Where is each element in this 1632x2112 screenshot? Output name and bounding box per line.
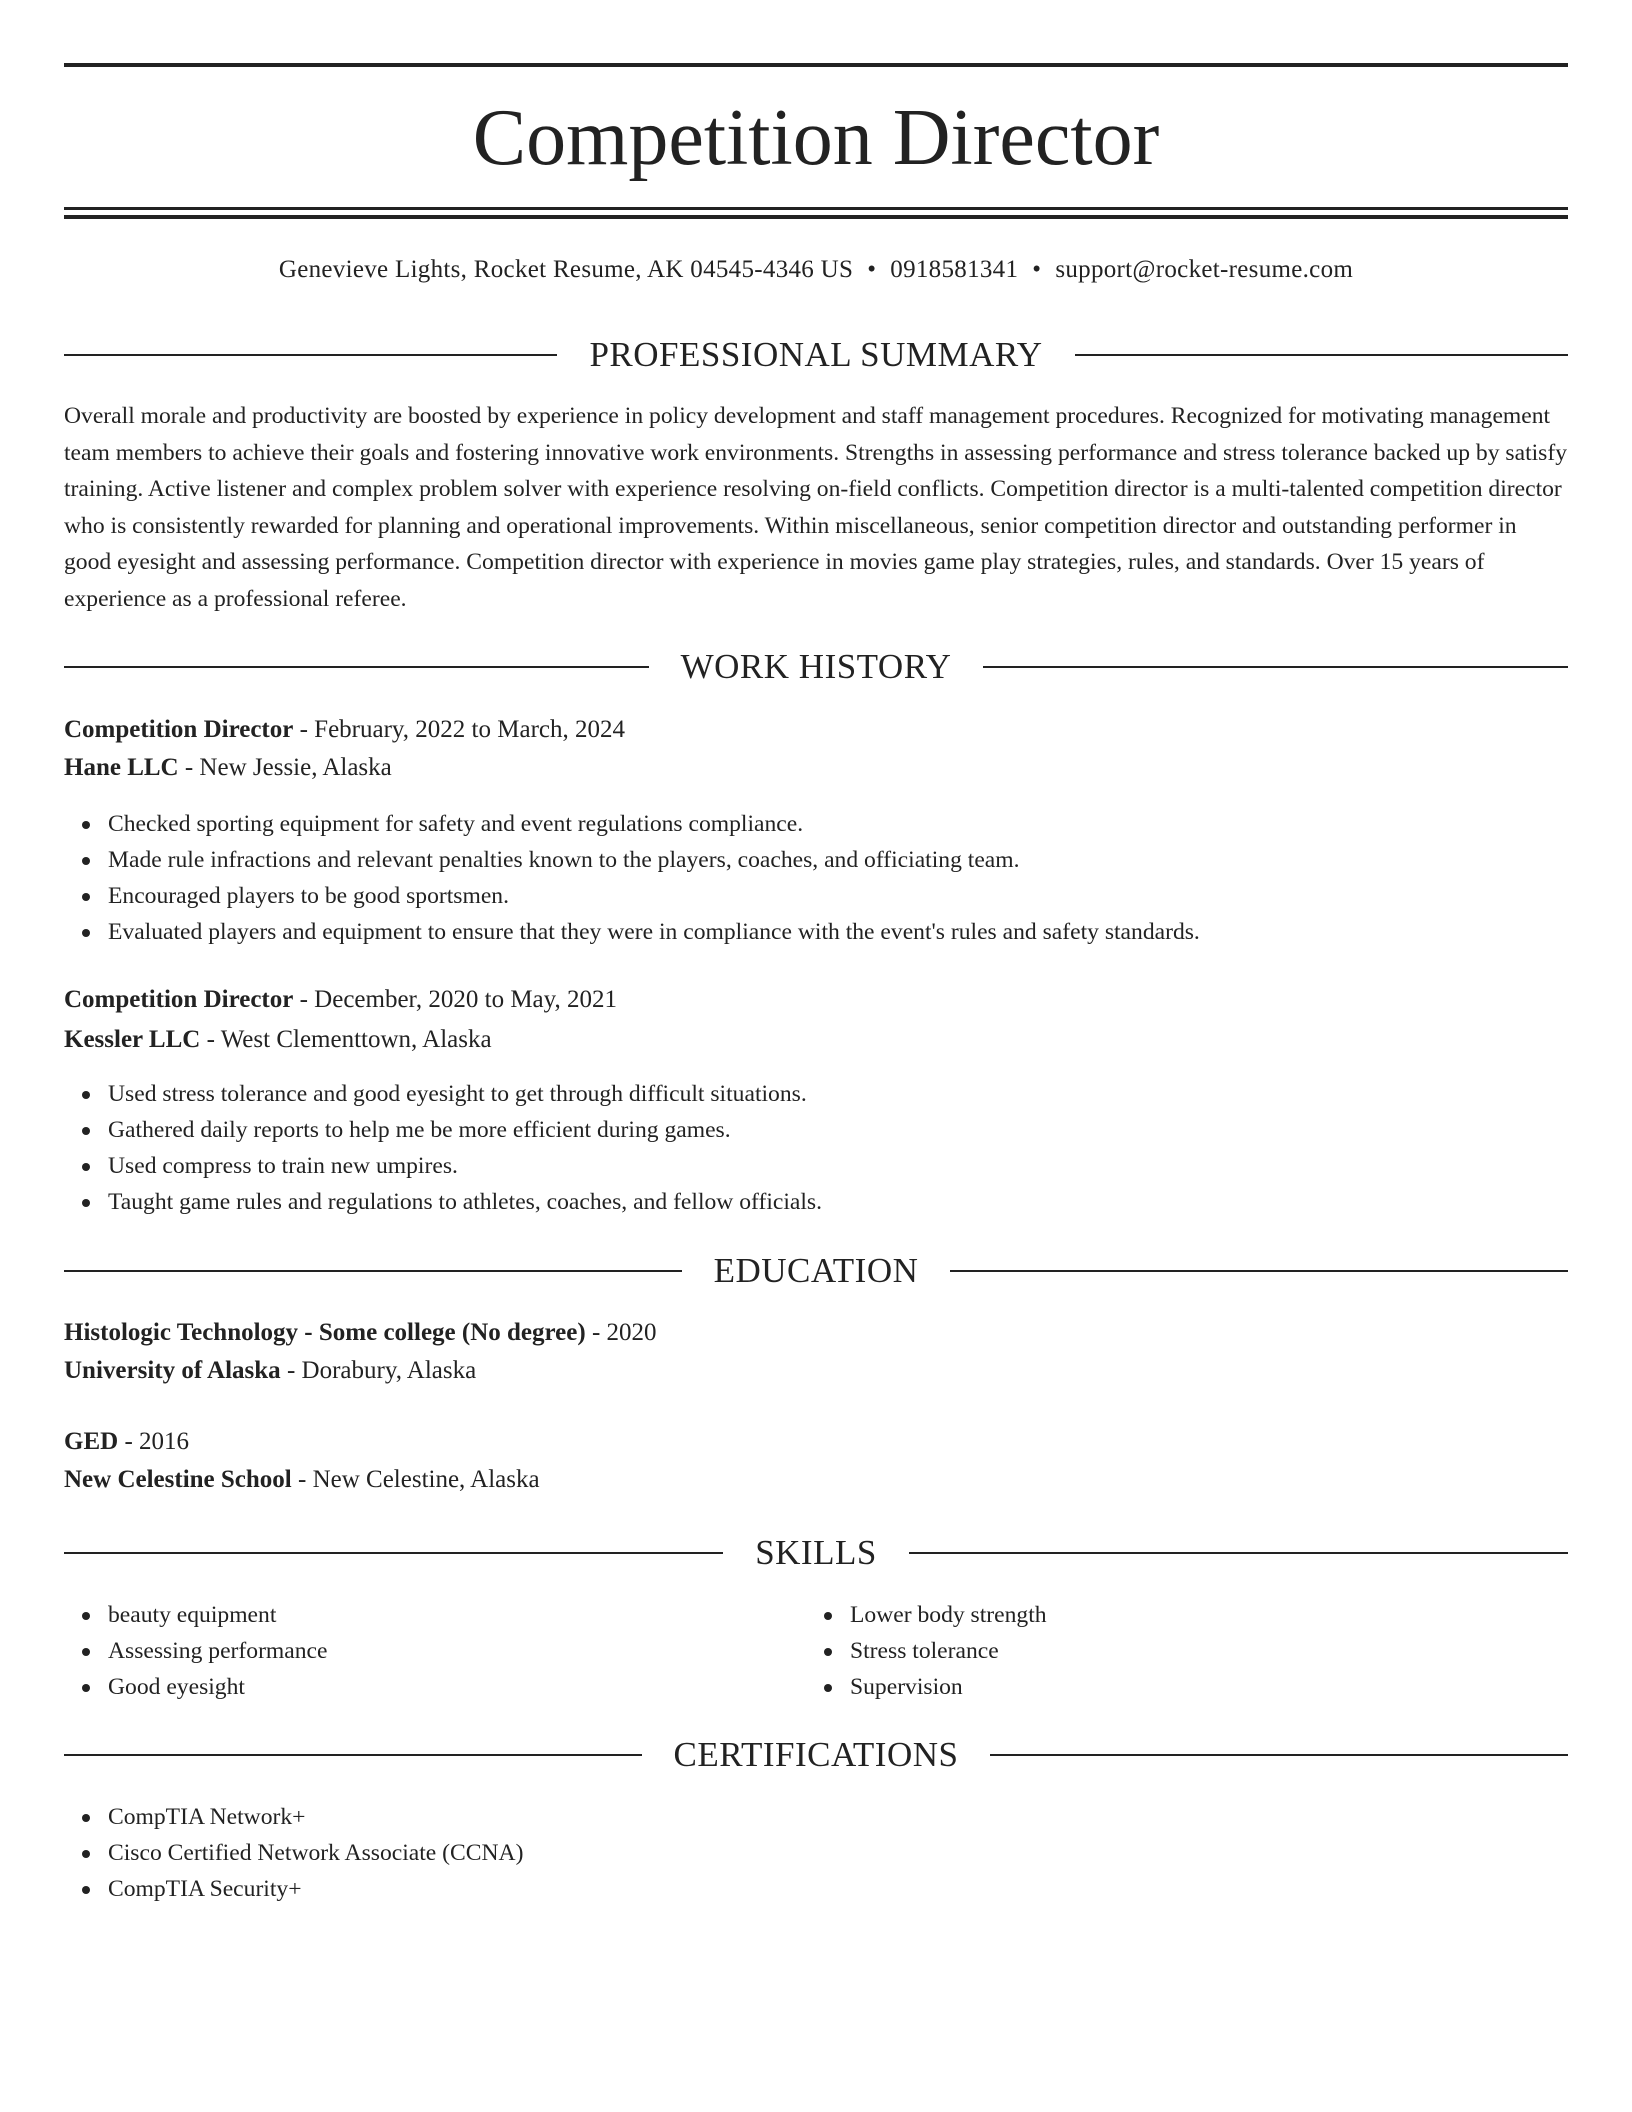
job-bullet: Checked sporting equipment for safety and event regulations compliance. bbox=[108, 806, 1200, 842]
job-company-line bbox=[64, 1022, 492, 1058]
section-title: PROFESSIONAL SUMMARY bbox=[589, 335, 1043, 374]
education-year: - 2020 bbox=[585, 1319, 657, 1346]
skill-item: beauty equipment bbox=[108, 1597, 328, 1633]
job-location: - New Jessie, Alaska bbox=[178, 754, 392, 781]
skills-list-right bbox=[806, 1597, 1047, 1705]
job-title: Competition Director bbox=[64, 716, 294, 743]
heading-rule-right bbox=[990, 1754, 1568, 1756]
contact-address: Genevieve Lights, Rocket Resume, AK 04545-4346 US bbox=[278, 256, 854, 283]
contact-separator: • bbox=[867, 256, 877, 283]
job-bullet: Gathered daily reports to help me be more efficient during games. bbox=[108, 1112, 822, 1148]
section-heading-skills bbox=[64, 1531, 1568, 1575]
skill-item: Stress tolerance bbox=[850, 1633, 1047, 1669]
education-year: - 2016 bbox=[118, 1428, 190, 1455]
heading-rule-right bbox=[983, 666, 1568, 668]
education-school-line bbox=[64, 1353, 476, 1389]
job-bullet: Taught game rules and regulations to athletes, coaches, and fellow officials. bbox=[108, 1184, 822, 1220]
heading-rule-left bbox=[64, 1552, 723, 1554]
education-school: University of Alaska bbox=[64, 1357, 281, 1384]
skill-item: Good eyesight bbox=[108, 1669, 328, 1705]
section-title: EDUCATION bbox=[713, 1251, 919, 1290]
heading-rule-left bbox=[64, 354, 557, 356]
certification-item: CompTIA Network+ bbox=[108, 1799, 523, 1835]
skills-list-left bbox=[64, 1597, 328, 1705]
job-dates: - December, 2020 to May, 2021 bbox=[293, 986, 618, 1013]
education-degree-line bbox=[64, 1424, 189, 1460]
education-school-line bbox=[64, 1462, 540, 1498]
job-bullet: Encouraged players to be good sportsmen. bbox=[108, 878, 1200, 914]
job-location: - West Clementtown, Alaska bbox=[200, 1026, 492, 1053]
job-dates: - February, 2022 to March, 2024 bbox=[293, 716, 625, 743]
job-bullet: Used stress tolerance and good eyesight to get through difficult situations. bbox=[108, 1076, 822, 1112]
job-bullet: Used compress to train new umpires. bbox=[108, 1148, 822, 1184]
resume-title: Competition Director bbox=[472, 94, 1160, 182]
section-heading-work-history bbox=[64, 645, 1568, 689]
contact-separator: • bbox=[1032, 256, 1042, 283]
education-school: New Celestine School bbox=[64, 1466, 292, 1493]
certification-item: CompTIA Security+ bbox=[108, 1871, 523, 1907]
job-bullet-list bbox=[64, 1076, 822, 1220]
job-bullet: Evaluated players and equipment to ensure that they were in compliance with the event's rules and safety standards. bbox=[108, 914, 1200, 950]
skill-item: Supervision bbox=[850, 1669, 1047, 1705]
job-company: Hane LLC bbox=[64, 754, 179, 781]
job-bullet: Made rule infractions and relevant penalties known to the players, coaches, and officiating team. bbox=[108, 842, 1200, 878]
job-title-line bbox=[64, 712, 625, 748]
section-title: CERTIFICATIONS bbox=[673, 1735, 959, 1774]
education-location: - New Celestine, Alaska bbox=[291, 1466, 540, 1493]
section-heading-education bbox=[64, 1249, 1568, 1293]
header-double-rule-lower bbox=[64, 215, 1568, 219]
job-title: Competition Director bbox=[64, 986, 294, 1013]
header-double-rule-upper bbox=[64, 207, 1568, 210]
education-degree: GED bbox=[64, 1428, 119, 1455]
contact-phone: 0918581341 bbox=[890, 256, 1019, 283]
section-heading-summary bbox=[64, 333, 1568, 377]
heading-rule-left bbox=[64, 1754, 642, 1756]
certifications-list bbox=[64, 1799, 523, 1907]
education-degree: Histologic Technology - Some college (No degree) bbox=[64, 1319, 586, 1346]
heading-rule-right bbox=[1075, 354, 1568, 356]
heading-rule-left bbox=[64, 666, 649, 668]
section-heading-certifications bbox=[64, 1733, 1568, 1777]
contact-email: support@rocket-resume.com bbox=[1055, 256, 1354, 283]
job-company-line bbox=[64, 750, 392, 786]
job-company: Kessler LLC bbox=[64, 1026, 201, 1053]
job-bullet-list bbox=[64, 806, 1200, 950]
heading-rule-right bbox=[950, 1270, 1568, 1272]
header-top-rule bbox=[64, 63, 1568, 67]
section-title: SKILLS bbox=[755, 1533, 877, 1572]
heading-rule-right bbox=[909, 1552, 1568, 1554]
job-title-line bbox=[64, 982, 617, 1018]
education-location: - Dorabury, Alaska bbox=[280, 1357, 477, 1384]
skill-item: Lower body strength bbox=[850, 1597, 1047, 1633]
skill-item: Assessing performance bbox=[108, 1633, 328, 1669]
certification-item: Cisco Certified Network Associate (CCNA) bbox=[108, 1835, 523, 1871]
heading-rule-left bbox=[64, 1270, 682, 1272]
contact-line bbox=[64, 252, 1568, 288]
section-title: WORK HISTORY bbox=[680, 647, 952, 686]
education-degree-line bbox=[64, 1315, 657, 1351]
summary-paragraph: Overall morale and productivity are boosted by experience in policy development and staff management procedures. Recognized for motivating management team members to achieve their goals and fostering innovative work environments. Strengths in assessing performance and stress tolerance backed up by satisfy training. Active listener and complex problem solver with experience resolving on-field conflicts. Competition director is a multi-talented competition director who is consistently rewarded for planning and operational improvements. Within miscellaneous, senior competition director and outstanding performer in good eyesight and assessing performance. Competition director with experience in movies game play strategies, rules, and standards. Over 15 years of experience as a professional referee. bbox=[64, 403, 1568, 612]
